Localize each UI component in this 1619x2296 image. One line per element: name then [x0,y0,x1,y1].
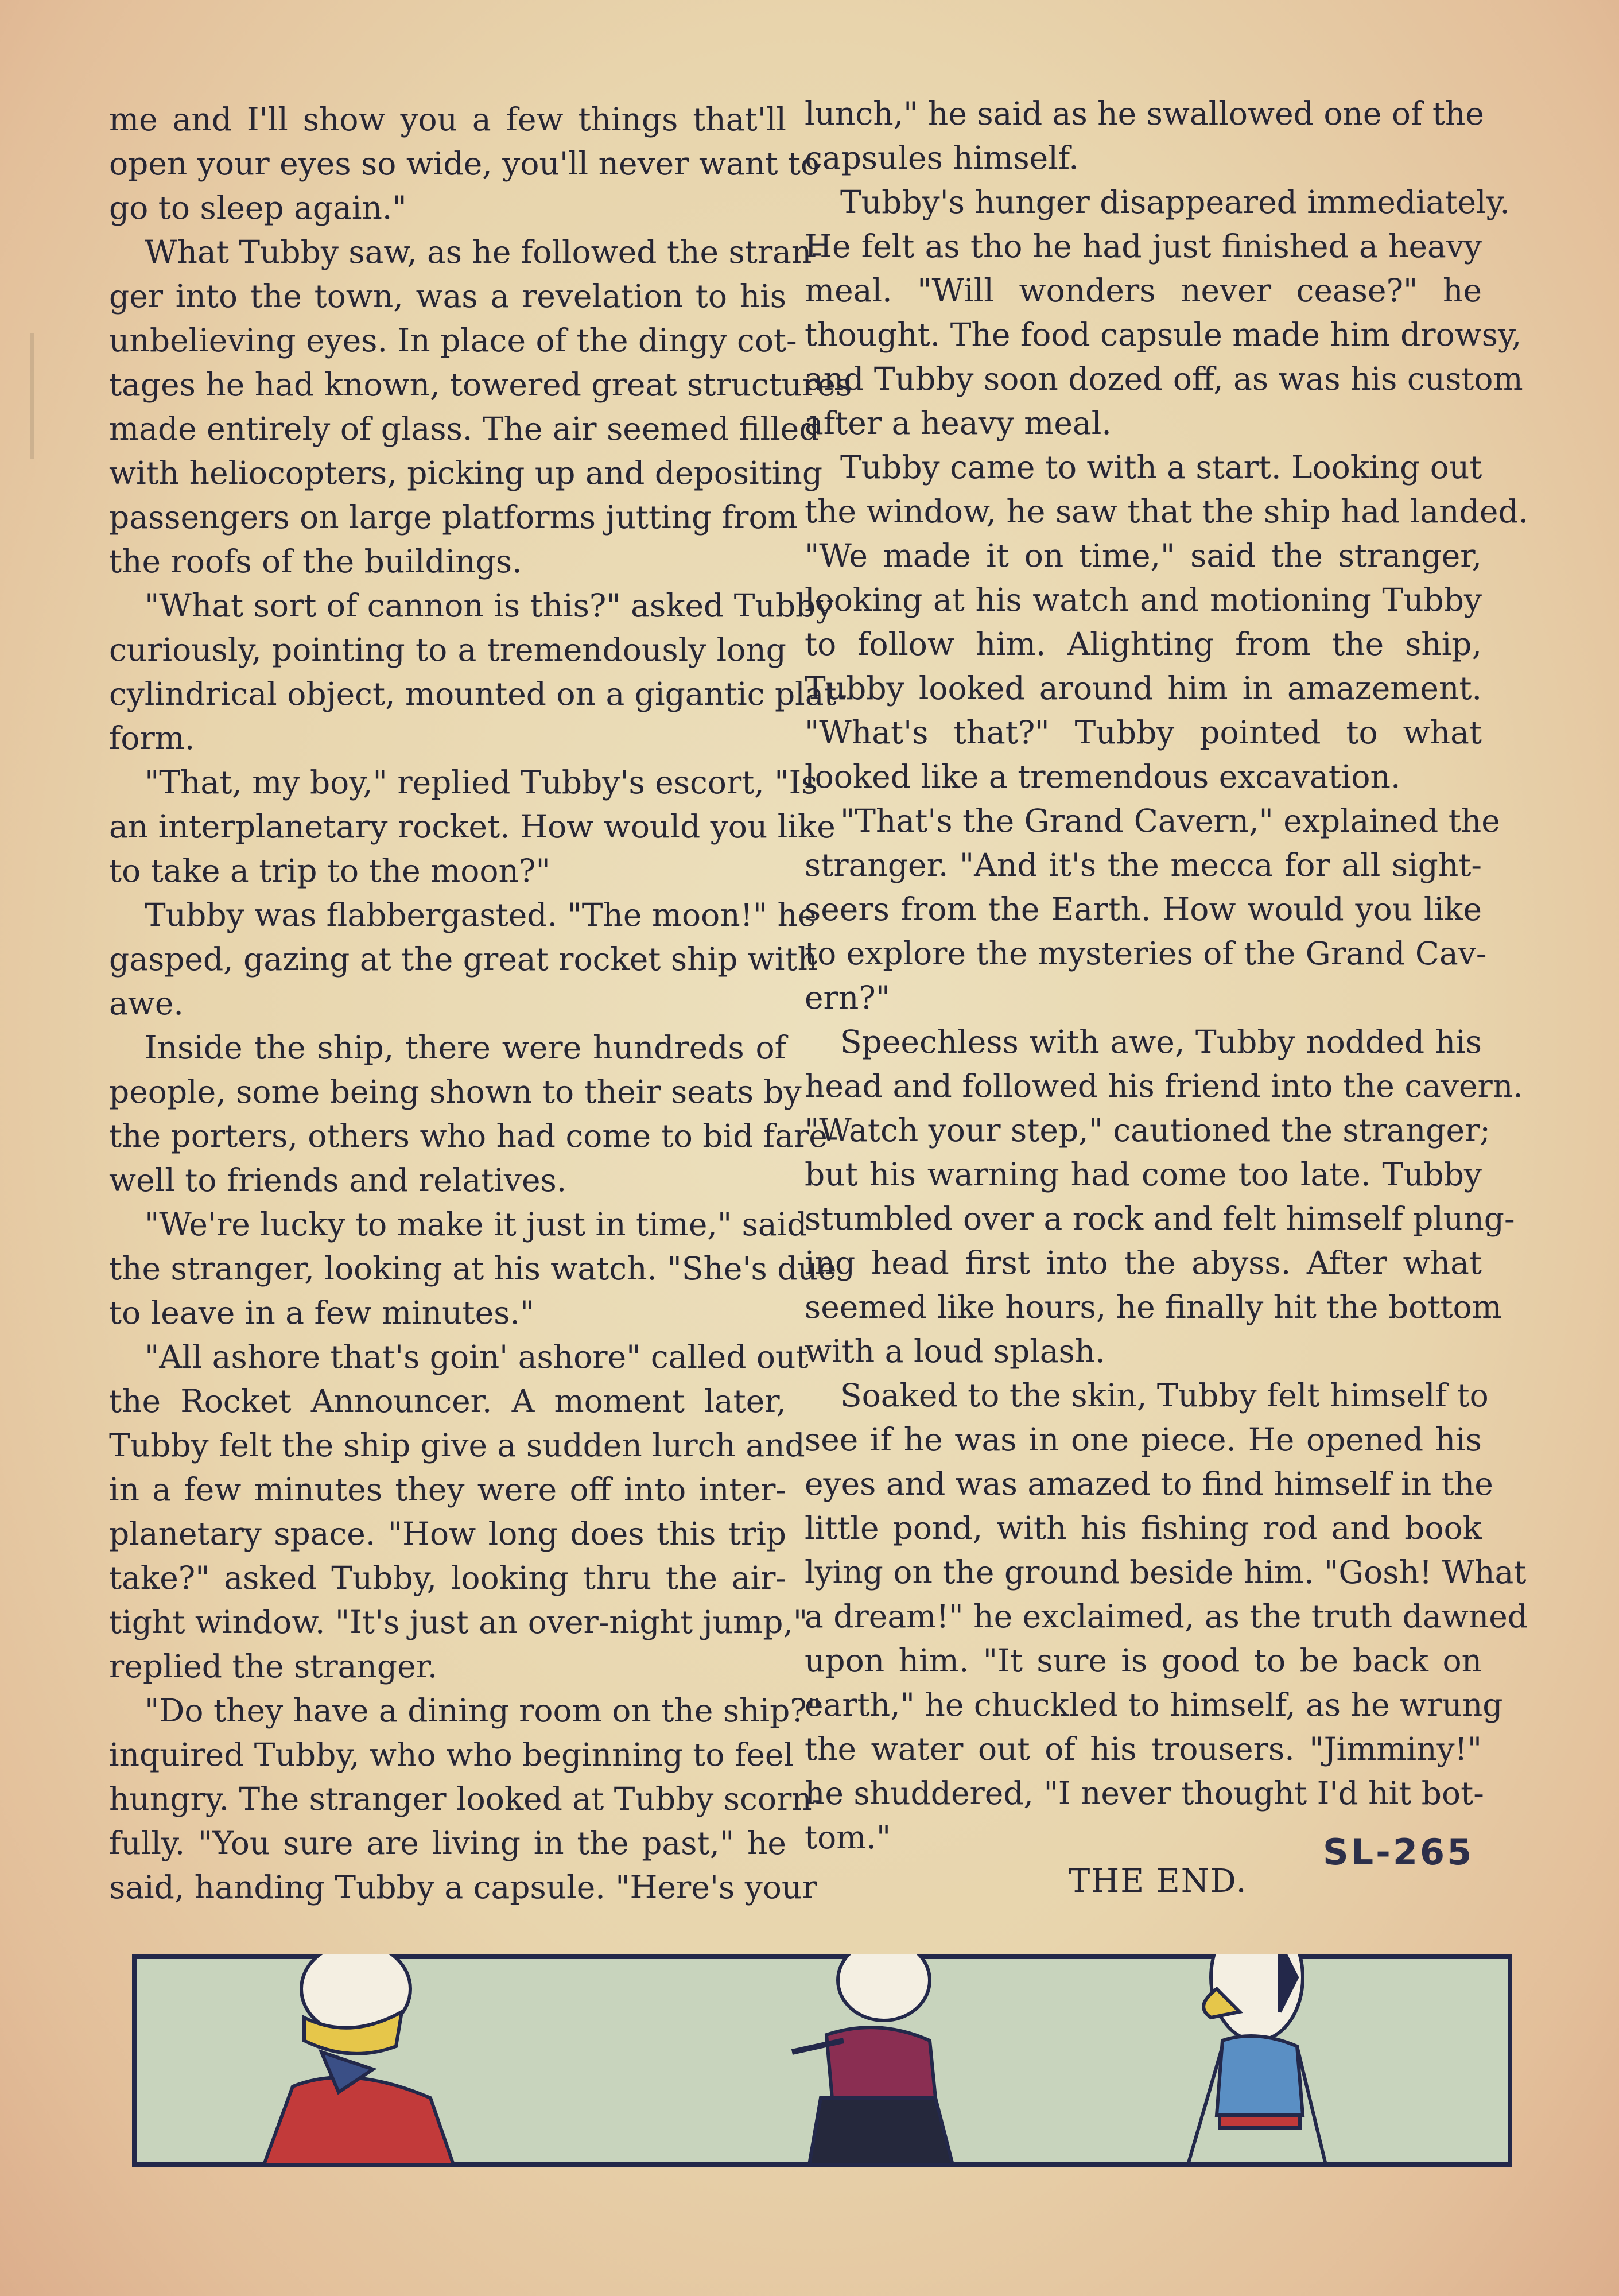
text-line: said, handing Tubby a capsule. "Here's your [109,1869,817,1906]
paragraph [805,799,1500,1020]
text-line: looked like a tremendous excavation. [805,758,1401,795]
text-line: fully. "You sure are living in the past," he [109,1825,786,1861]
text-line: ing head first into the abyss. After what [805,1244,1482,1281]
paragraph [805,445,1529,799]
paragraph [805,92,1482,180]
text-line: Soaked to the skin, Tubby felt himself to [840,1377,1489,1414]
text-line: What Tubby saw, as he followed the stran- [145,234,822,270]
the-end-label: THE END. [1069,1863,1248,1900]
story-code: SL-265 [1323,1831,1474,1873]
paragraph [805,180,1523,445]
text-line: and Tubby soon dozed off, as was his custom [805,360,1523,397]
text-line: to explore the mysteries of the Grand Cav- [805,935,1487,972]
text-line: head and followed his friend into the cavern. [805,1068,1523,1104]
text-line: replied the stranger. [109,1648,438,1685]
text-line: "What sort of cannon is this?" asked Tubby [145,587,834,624]
text-line: go to sleep again." [109,189,407,226]
text-line: me and I'll show you a few things that'll [109,101,786,138]
text-line: form. [109,720,195,757]
text-line: well to friends and relatives. [109,1162,567,1199]
text-line: the window, he saw that the ship had landed. [805,493,1529,530]
paragraph [109,1689,823,1910]
right-text-column [805,92,1529,1860]
text-line: awe. [109,985,184,1022]
paragraph [109,230,852,584]
text-line: meal. "Will wonders never cease?" he [805,272,1482,309]
text-line: curiously, pointing to a tremendously long [109,631,786,668]
paragraph [805,1020,1523,1374]
paragraph [109,761,836,893]
text-line: tom." [805,1819,891,1856]
text-line: "We made it on time," said the stranger, [805,537,1482,574]
text-line: seers from the Earth. How would you like [805,891,1482,928]
text-line: inquired Tubby, who who beginning to feel [109,1736,794,1773]
text-line: see if he was in one piece. He opened his [805,1421,1482,1458]
text-line: "What's that?" Tubby pointed to what [805,714,1482,751]
cartoon-panel [132,1954,1512,2167]
paragraph [109,98,820,230]
text-line: cylindrical object, mounted on a gigantic plat- [109,676,848,712]
text-line: Inside the ship, there were hundreds of [145,1029,786,1066]
paragraph [109,893,818,1026]
text-line: unbelieving eyes. In place of the dingy cot- [109,322,797,359]
text-line: an interplanetary rocket. How would you like [109,808,836,845]
binding-mark [30,333,34,459]
text-line: take?" asked Tubby, looking thru the air- [109,1560,786,1596]
paragraph [109,584,848,761]
text-line: tages he had known, towered great structures [109,366,852,403]
text-line: Tubby came to with a start. Looking out [840,449,1482,486]
text-line: upon him. "It sure is good to be back on [805,1642,1482,1679]
paragraph [109,1026,838,1203]
text-line: people, some being shown to their seats by [109,1073,802,1110]
text-line: "That, my boy," replied Tubby's escort, "Is [145,764,818,801]
text-line: "That's the Grand Cavern," explained the [840,802,1500,839]
text-line: planetary space. "How long does this trip [109,1515,786,1552]
text-line: gasped, gazing at the great rocket ship with [109,941,818,978]
text-line: Tubby felt the ship give a sudden lurch and [109,1427,805,1464]
text-line: "Do they have a dining room on the ship?" [145,1692,822,1729]
text-line: he shuddered, "I never thought I'd hit bot- [805,1775,1484,1812]
text-line: Tubby looked around him in amazement. [805,670,1482,707]
text-line: eyes and was amazed to find himself in the [805,1465,1493,1502]
paragraph [109,1203,837,1335]
text-line: ern?" [805,979,891,1016]
text-line: ger into the town, was a revelation to his [109,278,786,315]
text-line: stumbled over a rock and felt himself plung- [805,1200,1515,1237]
text-line: Tubby's hunger disappeared immediately. [840,184,1510,220]
text-line: with heliocopters, picking up and depositing [109,455,823,491]
text-line: the roofs of the buildings. [109,543,522,580]
text-line: a dream!" he exclaimed, as the truth dawned [805,1598,1528,1635]
text-line: lying on the ground beside him. "Gosh! What [805,1554,1527,1591]
text-line: earth," he chuckled to himself, as he wrung [805,1686,1503,1723]
text-line: in a few minutes they were off into inter- [109,1471,786,1508]
text-line: passengers on large platforms jutting from [109,499,798,536]
text-line: the water out of his trousers. "Jimminy!" [805,1731,1482,1767]
text-line: little pond, with his fishing rod and book [805,1510,1482,1546]
text-line: Tubby was flabbergasted. "The moon!" he [145,897,817,933]
text-line: the porters, others who had come to bid fare- [109,1118,838,1154]
text-line: "Watch your step," cautioned the stranger; [805,1112,1490,1149]
paragraph [109,1335,809,1689]
text-line: open your eyes so wide, you'll never want to [109,145,820,182]
paragraph [805,1374,1528,1860]
text-line: the stranger, looking at his watch. "She's due [109,1250,837,1287]
text-line: lunch," he said as he swallowed one of the [805,95,1484,132]
text-line: stranger. "And it's the mecca for all sight- [805,847,1482,883]
text-line: looking at his watch and motioning Tubby [805,581,1482,618]
text-line: hungry. The stranger looked at Tubby scorn- [109,1781,823,1817]
text-line: capsules himself. [805,139,1079,176]
text-line: thought. The food capsule made him drowsy, [805,316,1522,353]
text-line: but his warning had come too late. Tubby [805,1156,1482,1193]
text-line: Speechless with awe, Tubby nodded his [840,1023,1482,1060]
text-line: to follow him. Alighting from the ship, [805,626,1482,662]
text-line: the Rocket Announcer. A moment later, [109,1383,786,1420]
text-line: "All ashore that's goin' ashore" called out [145,1339,809,1375]
text-line: to leave in a few minutes." [109,1294,535,1331]
text-line: "We're lucky to make it just in time," said [145,1206,807,1243]
text-line: with a loud splash. [805,1333,1105,1370]
left-text-column [109,98,852,1910]
text-line: tight window. "It's just an over-night jump," [109,1604,808,1640]
text-line: seemed like hours, he finally hit the bottom [805,1289,1502,1325]
text-line: to take a trip to the moon?" [109,852,550,889]
text-line: He felt as tho he had just finished a heavy [805,228,1482,265]
text-line: after a heavy meal. [805,405,1112,441]
text-line: made entirely of glass. The air seemed filled [109,410,820,447]
